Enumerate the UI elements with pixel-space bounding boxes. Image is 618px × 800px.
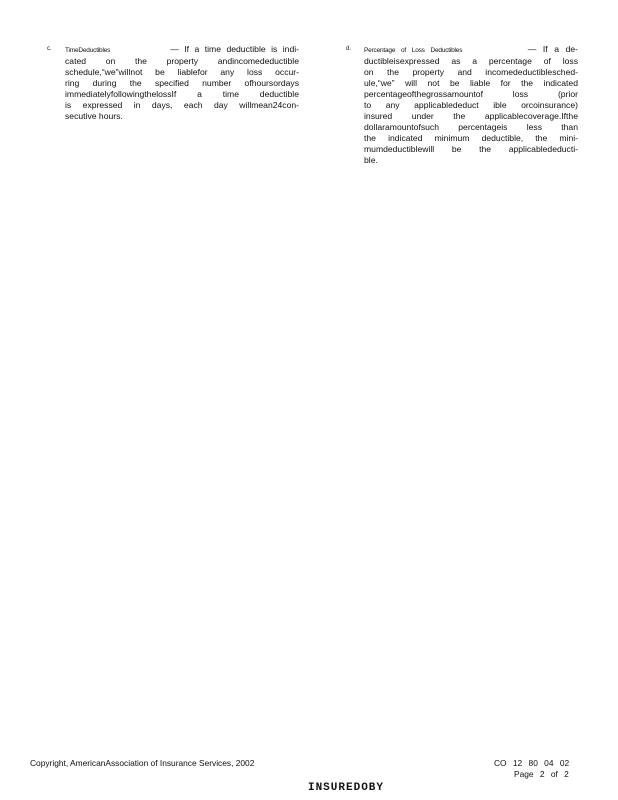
insured-watermark: INSUREDOBY <box>307 782 384 794</box>
section-d-dash-text: — If a de- <box>527 44 578 54</box>
section-d-line: on the property and incomedeductiblesched- <box>364 67 578 77</box>
section-c-line: secutive hours. <box>65 111 123 121</box>
section-c-letter: c. <box>47 46 52 52</box>
form-number: CO 12 80 04 02 <box>494 758 570 768</box>
section-c-line: cated on the property andincomedeductible <box>65 56 299 66</box>
section-d-line: ductibleisexpressed as a percentage of loss <box>364 56 578 66</box>
section-d-line: insured under the applicablecoverage.Ifthe <box>364 111 578 121</box>
section-c-line: is expressed in days, each day willmean24con- <box>65 100 299 110</box>
section-d-line: ble. <box>364 155 378 165</box>
section-c-line: immediatelyfollowingthelossIf a time deductible <box>65 89 299 99</box>
page-number: Page 2 of 2 <box>514 769 569 779</box>
section-d-percentage-deductibles <box>346 44 578 166</box>
section-d-item <box>346 44 578 166</box>
section-d-line: dollaramountofsuch percentageis less than <box>364 122 578 132</box>
section-d-title: Percentage of Loss Deductibles <box>364 47 463 54</box>
section-c-line: ring during the specified number ofhoursordays <box>65 78 299 88</box>
section-d-line: the indicated minimum deductible, the mini- <box>364 133 578 143</box>
section-c-title: TimeDeductibles <box>65 47 111 54</box>
section-d-line: mumdeductiblewill be the applicablededucti- <box>364 144 578 154</box>
section-d-letter: d. <box>346 46 352 52</box>
copyright-notice: Copyright, AmericanAssociation of Insurance Services, 2002 <box>30 758 255 768</box>
section-c-dash-text: — If a time deductible is indi- <box>170 44 299 54</box>
section-d-line: ule,“we” will not be liable for the indicated <box>364 78 578 88</box>
section-c-item <box>47 44 299 122</box>
section-d-line: percentageofthegrossamountof loss (prior <box>364 89 578 99</box>
section-c-heading-line <box>65 44 299 56</box>
section-d-heading-line <box>364 44 578 56</box>
section-d-line: to any applicablededuct ible orcoinsurance) <box>364 100 578 110</box>
section-c-line: schedule,“we”willnot be liablefor any loss occur- <box>65 67 299 77</box>
section-c-time-deductibles <box>47 44 299 122</box>
